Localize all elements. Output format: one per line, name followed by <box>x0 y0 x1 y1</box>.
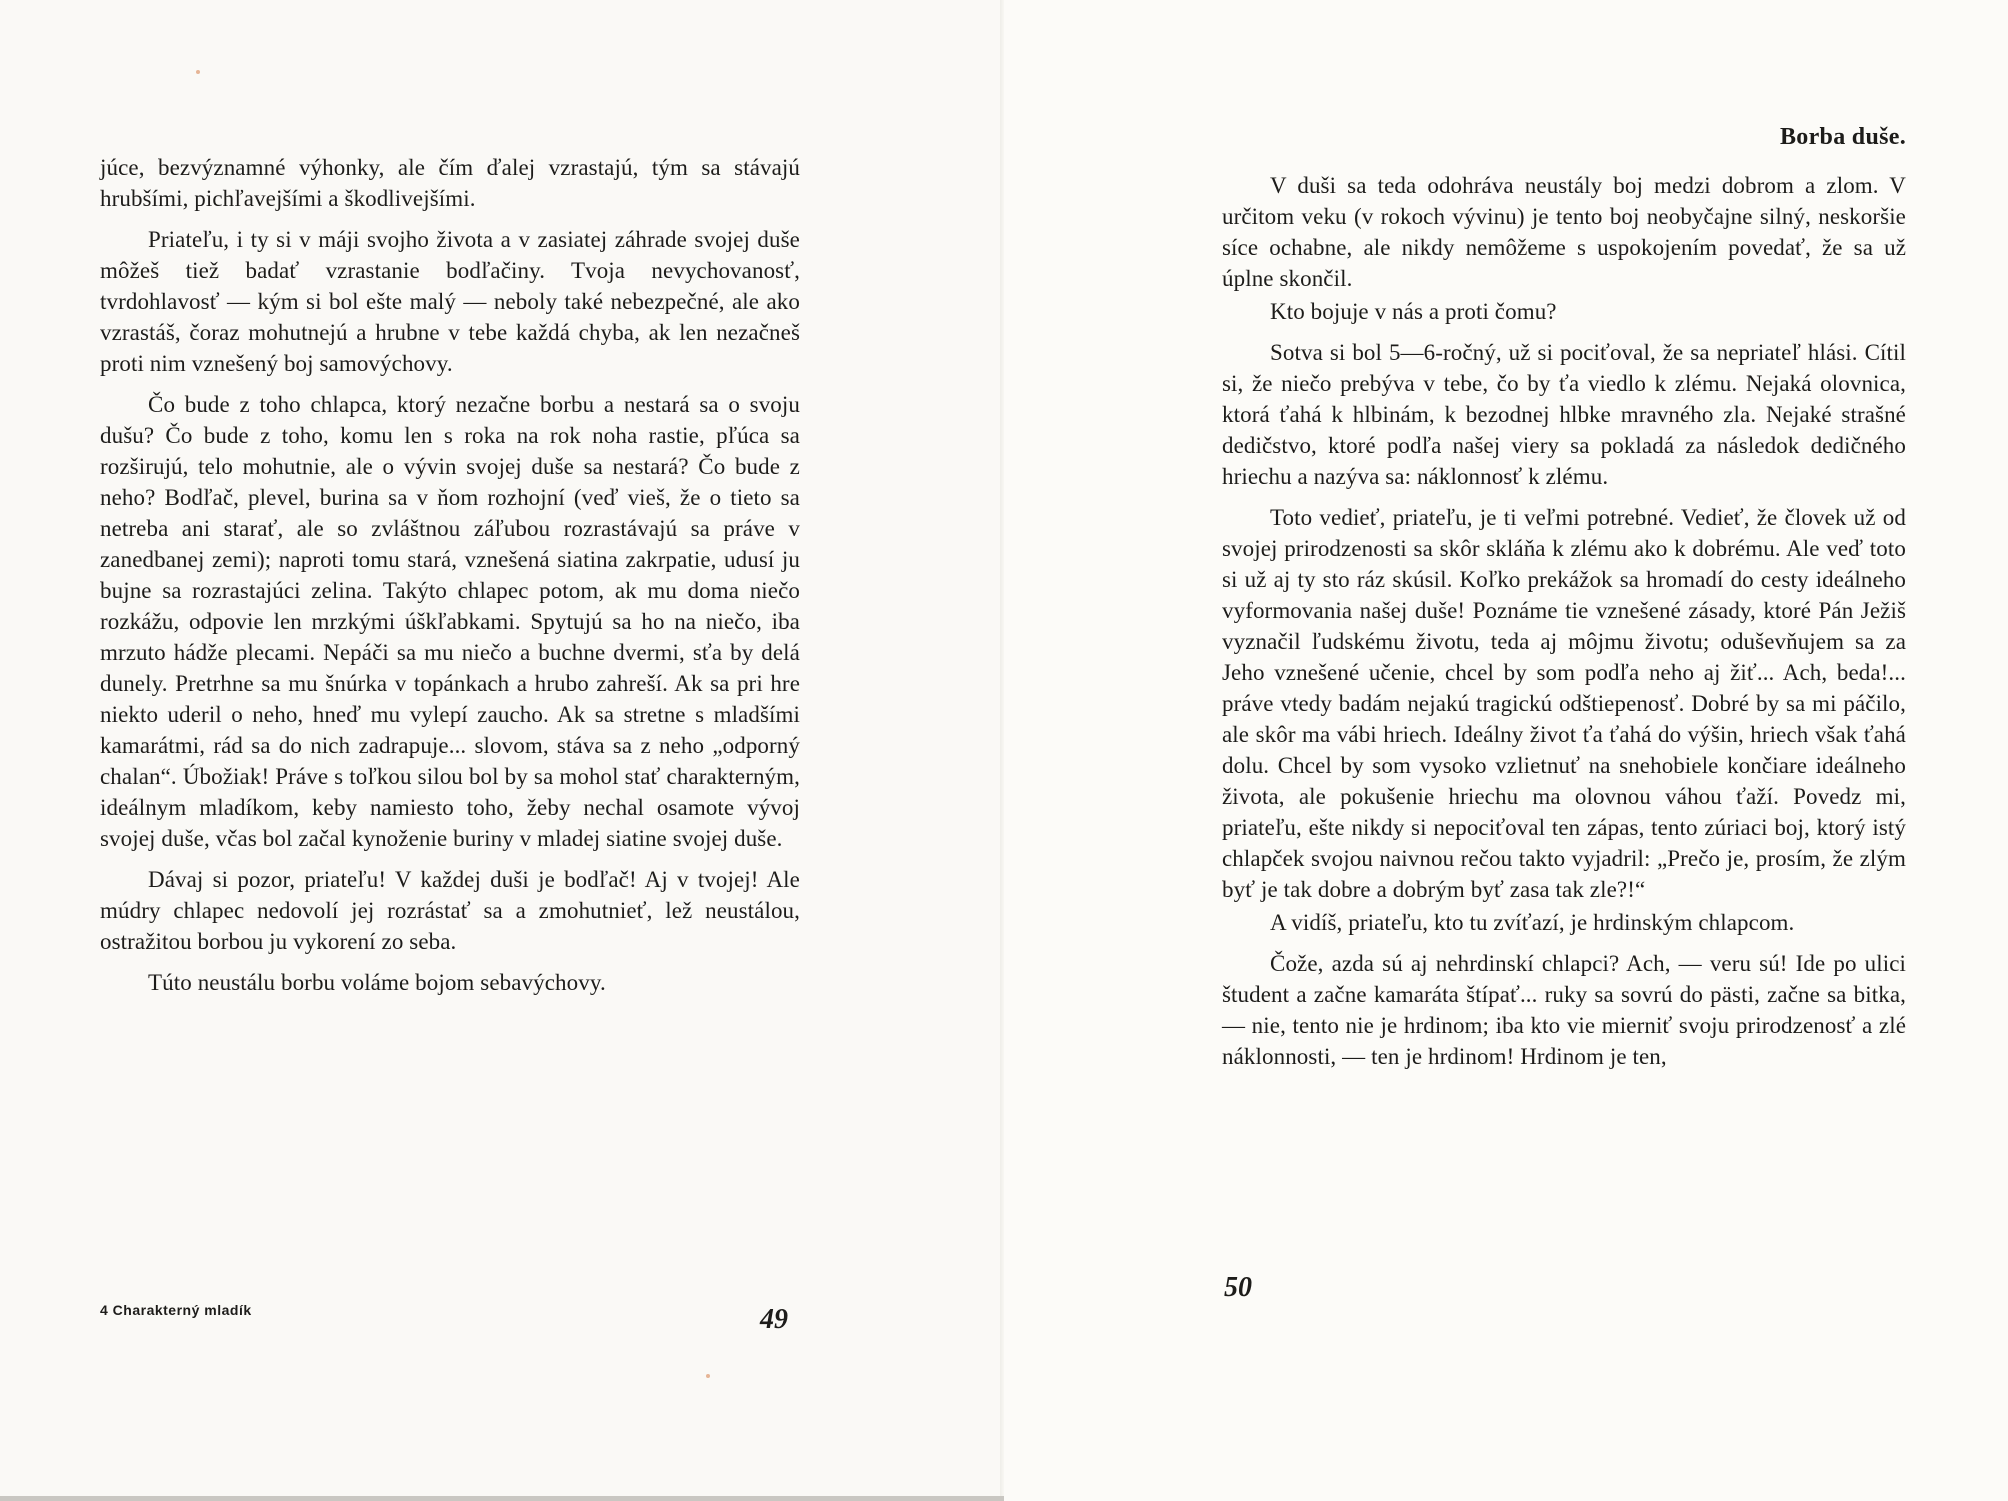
right-paragraph-2: Kto bojuje v nás a proti čomu? <box>1270 299 1557 324</box>
right-paragraph-4: Toto vedieť, priateľu, je ti veľmi potrebné. Vedieť, že človek už od svojej prirodzenosti sa skôr skláňa k zlému ako k dobrému. Ale veď toto si už aj ty sto ráz skúsil. Koľko prekážok sa hromadí do cesty ideálneho vyformovania našej duše! Poznáme tie vznešené zásady, ktoré Pán Ježiš vyznačil ľudskému životu, teda aj môjmu životu; oduševňujem sa za Jeho vznešené učenie, chcel by som podľa neho aj žiť... Ach, beda!... práve vtedy badám nejakú tragickú odštiepenosť. Dobré by sa mi páčilo, ale skôr ma vábi hriech. Ideálny život ťa ťahá do výšin, hriech však ťahá dolu. Chcel by som vysoko vzlietnuť na snehobiele končiare ideálneho života, ale pokušenie hriechu ma olovnou váhou ťaží. Povedz mi, priateľu, ešte nikdy si nepociťoval ten zápas, tento zúriaci boj, ktorý istý chlapček svojou naivnou rečou takto vyjadril: „Prečo je, prosím, že zlým byť je tak dobre a dobrým byť zasa tak zle?!“ <box>1222 505 1906 902</box>
scan-edge <box>0 1496 1004 1501</box>
right-paragraph-5: A vidíš, priateľu, kto tu zvíťazí, je hrdinským chlapcom. <box>1270 910 1795 935</box>
left-paragraph-2: Priateľu, i ty si v máji svojho života a v zasiatej záhrade svojej duše môžeš tiež badať vzrastanie bodľačiny. Tvoja nevychovanosť, tvrdohlavosť — kým si bol ešte malý — neboly také nebezpečné, ale ako vzrastáš, čoraz mohutnejú a hrubne v tebe každá chyba, ak len nezačneš proti nim vznešený boj samovýchovy. <box>100 227 800 376</box>
running-head: Borba duše. <box>1780 124 1906 150</box>
right-page-text <box>1222 170 1906 1082</box>
right-paragraph-3: Sotva si bol 5—6-ročný, už si pociťoval, že sa nepriateľ hlási. Cítil si, že niečo prebýva v tebe, čo by ťa viedlo k zlému. Nejaká olovnica, ktorá ťahá k hlbinám, k bezodnej hlbke mravného zla. Nejaké strašné dedičstvo, ktoré podľa našej viery sa pokladá za následok dedičného hriechu a nazýva sa: náklonnosť k zlému. <box>1222 340 1906 489</box>
left-paragraph-4: Dávaj si pozor, priateľu! V každej duši je bodľač! Aj v tvojej! Ale múdry chlapec nedovolí jej rozrástať sa a zmohutnieť, lež neustálou, ostražitou borbou ju vykorení zo seba. <box>100 867 800 954</box>
right-paragraph-1: V duši sa teda odohráva neustály boj medzi dobrom a zlom. V určitom veku (v rokoch vývinu) je tento boj neobyčajne silný, neskoršie síce ochabne, ale nikdy nemôžeme s uspokojením povedať, že sa už úplne skončil. <box>1222 173 1906 291</box>
left-paragraph-5: Túto neustálu borbu voláme bojom sebavýchovy. <box>148 970 606 995</box>
signature-mark: 4 Charakterný mladík <box>100 1302 252 1318</box>
page-number-right: 50 <box>1224 1272 1252 1303</box>
left-paragraph-3: Čo bude z toho chlapca, ktorý nezačne borbu a nestará sa o svoju dušu? Čo bude z toho, komu len s roka na rok noha rastie, pľúca sa rozširujú, telo mohutnie, ale o vývin svojej duše sa nestará? Čo bude z neho? Bodľač, plevel, burina sa v ňom rozhojní (veď vieš, že o tieto sa netreba ani starať, ale so zvláštnou záľubou rozrastávajú sa práve v zanedbanej zemi); naproti tomu stará, vznešená siatina zakrpatie, udusí ju bujne sa rozrastajúci zelina. Takýto chlapec potom, ak mu doma niečo rozkážu, odpovie len mrzkými úškľabkami. Spytujú sa ho na niečo, iba mrzuto hádže plecami. Nepáči sa mu niečo a buchne dvermi, sťa by delá dunely. Pretrhne sa mu šnúrka v topánkach a hrubo zahreší. Ak sa pri hre niekto uderil o neho, hneď mu vylepí zaucho. Ak sa stretne s mladšími kamarátmi, rád sa do nich zadrapuje... slovom, stáva sa z neho „odporný chalan“. Úbožiak! Práve s toľkou silou bol by sa mohol stať charakterným, ideálnym mladíkom, keby namiesto toho, žeby nechal osamote vývoj svojej duše, včas bol začal kynoženie buriny v mladej siatine svojej duše. <box>100 392 800 851</box>
right-paragraph-6: Čože, azda sú aj nehrdinskí chlapci? Ach, — veru sú! Ide po ulici študent a začne kamaráta štípať... ruky sa sovrú do pästi, začne sa bitka, — nie, tento nie je hrdinom; iba kto vie mierniť svoju prirodzenosť a zlé náklonnosti, — ten je hrdinom! Hrdinom je ten, <box>1222 951 1906 1069</box>
page-number-left: 49 <box>760 1304 788 1335</box>
paper-speck <box>706 1374 710 1378</box>
left-page-text <box>100 152 800 1008</box>
paper-speck <box>196 70 200 74</box>
left-paragraph-1: júce, bezvýznamné výhonky, ale čím ďalej vzrastajú, tým sa stávajú hrubšími, pichľavejšími a škodlivejšími. <box>100 155 800 211</box>
